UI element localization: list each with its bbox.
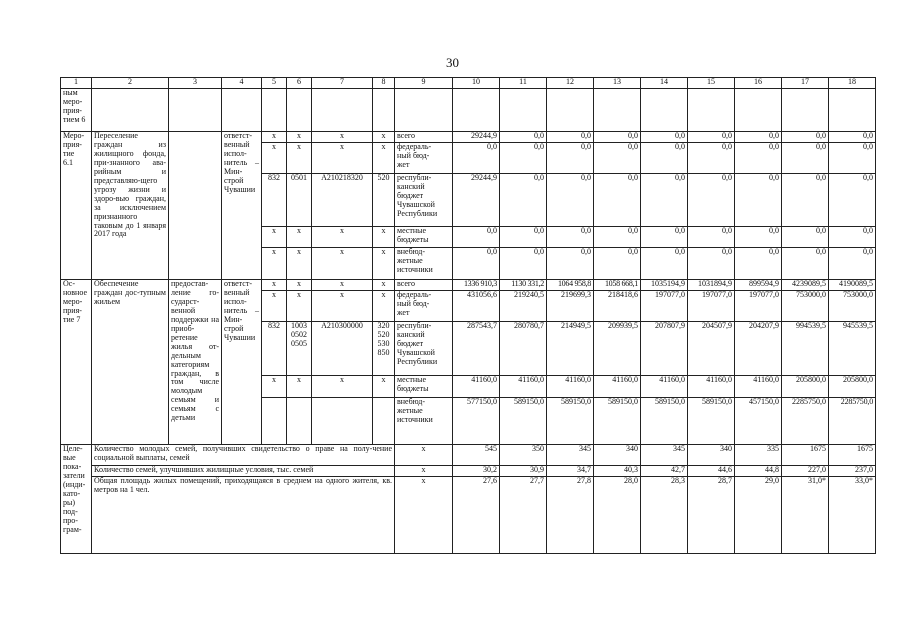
indicator-row <box>61 477 876 554</box>
funding-source: внебюд- жетные источники <box>395 398 453 445</box>
value-cell: 41160,0 <box>594 376 641 398</box>
value-cell: 280780,7 <box>500 322 547 376</box>
value-cell: 340 <box>688 445 735 466</box>
col-number: 16 <box>735 78 782 89</box>
value-cell: 457150,0 <box>735 398 782 445</box>
grbs-code <box>262 398 287 445</box>
expense-type: x <box>373 248 395 280</box>
value-cell: 1064 958,8 <box>547 280 594 291</box>
col-number: 5 <box>262 78 287 89</box>
value-cell: 41160,0 <box>547 376 594 398</box>
value-cell: 0,0 <box>735 248 782 280</box>
activity-name: Переселение граждан из жилищного фонда, при-знанного ава-рийным и представляю-щего угрозу жизни и здоро-вью граждан, за исключением признанного таковым до 1 января 2017 года <box>92 132 169 280</box>
value-cell: 42,7 <box>641 466 688 477</box>
value-cell: 287543,7 <box>453 322 500 376</box>
col-number: 13 <box>594 78 641 89</box>
value-cell: 205800,0 <box>782 376 829 398</box>
funding-source: x <box>395 466 453 477</box>
value-cell: 0,0 <box>500 248 547 280</box>
value-cell: 0,0 <box>641 143 688 174</box>
value-cell: 197077,0 <box>641 291 688 322</box>
activity-goal <box>169 132 222 280</box>
grbs-code: 832 <box>262 322 287 376</box>
value-cell: 0,0 <box>829 132 876 143</box>
funding-source: всего <box>395 132 453 143</box>
value-cell: 0,0 <box>688 132 735 143</box>
value-cell: 237,0 <box>829 466 876 477</box>
value-cell: 0,0 <box>594 132 641 143</box>
section-code: x <box>287 280 312 291</box>
value-cell: 27,8 <box>547 477 594 554</box>
value-cell: 345 <box>547 445 594 466</box>
funding-source: x <box>395 445 453 466</box>
indicators-label: Целе- вые пока- затели (инди- като- ры) под- про- грам- <box>61 445 92 554</box>
value-cell: 0,0 <box>735 174 782 227</box>
value-cell: 945539,5 <box>829 322 876 376</box>
expense-type: x <box>373 376 395 398</box>
indicator-name: Количество молодых семей, получивших свидетельство о праве на полу-чение социальной выплаты, семей <box>92 445 395 466</box>
expense-type: x <box>373 132 395 143</box>
value-cell: 0,0 <box>782 174 829 227</box>
value-cell: 41160,0 <box>500 376 547 398</box>
target-article: x <box>312 376 373 398</box>
value-cell: 340 <box>594 445 641 466</box>
value-cell: 41160,0 <box>641 376 688 398</box>
value-cell: 431056,6 <box>453 291 500 322</box>
section-code: x <box>287 143 312 174</box>
value-cell: 0,0 <box>688 143 735 174</box>
value-cell: 27,7 <box>500 477 547 554</box>
value-cell: 33,0* <box>829 477 876 554</box>
col-number: 11 <box>500 78 547 89</box>
value-cell: 0,0 <box>782 132 829 143</box>
grbs-code: x <box>262 248 287 280</box>
activity-name: Обеспечение граждан дос-тупным жильем <box>92 280 169 445</box>
value-cell: 0,0 <box>829 143 876 174</box>
value-cell: 589150,0 <box>688 398 735 445</box>
value-cell: 753000,0 <box>829 291 876 322</box>
section-code: x <box>287 248 312 280</box>
col-number: 9 <box>395 78 453 89</box>
funding-source: внебюд- жетные источники <box>395 248 453 280</box>
value-cell: 2285750,0 <box>782 398 829 445</box>
value-cell: 0,0 <box>782 143 829 174</box>
value-cell: 0,0 <box>688 174 735 227</box>
expense-type <box>373 398 395 445</box>
value-cell: 1035194,9 <box>641 280 688 291</box>
responsible-executor: ответст-венный испол-нитель – Мин-строй Чувашии <box>222 132 262 280</box>
target-article: x <box>312 143 373 174</box>
value-cell: 0,0 <box>594 174 641 227</box>
value-cell: 41160,0 <box>735 376 782 398</box>
value-cell: 197077,0 <box>735 291 782 322</box>
value-cell: 34,7 <box>547 466 594 477</box>
value-cell: 27,6 <box>453 477 500 554</box>
indicator-row <box>61 466 876 477</box>
value-cell: 0,0 <box>641 248 688 280</box>
value-cell: 44,6 <box>688 466 735 477</box>
value-cell: 1058 668,1 <box>594 280 641 291</box>
value-cell: 0,0 <box>641 227 688 248</box>
col-number: 4 <box>222 78 262 89</box>
value-cell: 0,0 <box>500 132 547 143</box>
value-cell: 0,0 <box>641 174 688 227</box>
value-cell: 0,0 <box>829 227 876 248</box>
value-cell: 218418,6 <box>594 291 641 322</box>
value-cell: 40,3 <box>594 466 641 477</box>
section-code: x <box>287 227 312 248</box>
value-cell: 1130 331,2 <box>500 280 547 291</box>
value-cell: 589150,0 <box>641 398 688 445</box>
value-cell: 209939,5 <box>594 322 641 376</box>
value-cell: 0,0 <box>688 248 735 280</box>
value-cell: 28,0 <box>594 477 641 554</box>
col-number: 12 <box>547 78 594 89</box>
target-article: x <box>312 248 373 280</box>
value-cell: 545 <box>453 445 500 466</box>
value-cell: 0,0 <box>641 132 688 143</box>
value-cell: 899594,9 <box>735 280 782 291</box>
grbs-code: 832 <box>262 174 287 227</box>
value-cell: 753000,0 <box>782 291 829 322</box>
col-number: 8 <box>373 78 395 89</box>
table-row <box>61 132 876 143</box>
value-cell: 29244,9 <box>453 174 500 227</box>
value-cell: 0,0 <box>500 143 547 174</box>
value-cell: 0,0 <box>735 143 782 174</box>
value-cell: 28,3 <box>641 477 688 554</box>
value-cell: 0,0 <box>688 227 735 248</box>
activity-goal: предостав-ление го-сударст-венной поддержки на приоб-ретение жилья от-дельным категориям граждан, в том числе молодым семьям и семьям с детьми <box>169 280 222 445</box>
value-cell: 350 <box>500 445 547 466</box>
value-cell: 994539,5 <box>782 322 829 376</box>
value-cell: 219699,3 <box>547 291 594 322</box>
grbs-code: x <box>262 227 287 248</box>
value-cell: 589150,0 <box>500 398 547 445</box>
value-cell: 29,0 <box>735 477 782 554</box>
value-cell: 0,0 <box>453 143 500 174</box>
value-cell: 0,0 <box>500 227 547 248</box>
section-code: x <box>287 132 312 143</box>
indicator-row <box>61 445 876 466</box>
value-cell: 41160,0 <box>688 376 735 398</box>
value-cell: 4190089,5 <box>829 280 876 291</box>
target-article: x <box>312 280 373 291</box>
funding-source: x <box>395 477 453 554</box>
col-number: 10 <box>453 78 500 89</box>
value-cell: 345 <box>641 445 688 466</box>
indicator-name: Количество семей, улучшивших жилищные условия, тыс. семей <box>92 466 395 477</box>
expense-type: 320 520 530 850 <box>373 322 395 376</box>
value-cell: 219240,5 <box>500 291 547 322</box>
grbs-code: x <box>262 291 287 322</box>
target-article: A210218320 <box>312 174 373 227</box>
value-cell: 44,8 <box>735 466 782 477</box>
section-code: x <box>287 291 312 322</box>
grbs-code: x <box>262 143 287 174</box>
value-cell: 0,0 <box>735 227 782 248</box>
value-cell: 1675 <box>829 445 876 466</box>
value-cell: 4239089,5 <box>782 280 829 291</box>
funding-source: республи- канский бюджет Чувашской Республики <box>395 174 453 227</box>
grbs-code: x <box>262 280 287 291</box>
target-article: x <box>312 132 373 143</box>
col-number: 3 <box>169 78 222 89</box>
value-cell: 29244,9 <box>453 132 500 143</box>
expense-type: x <box>373 280 395 291</box>
value-cell: 0,0 <box>594 227 641 248</box>
value-cell: 589150,0 <box>547 398 594 445</box>
value-cell: 0,0 <box>453 227 500 248</box>
value-cell: 30,2 <box>453 466 500 477</box>
value-cell: 28,7 <box>688 477 735 554</box>
value-cell: 30,9 <box>500 466 547 477</box>
value-cell: 0,0 <box>829 248 876 280</box>
program-table <box>60 77 876 554</box>
value-cell: 0,0 <box>735 132 782 143</box>
value-cell: 31,0* <box>782 477 829 554</box>
funding-source: федераль- ный бюд- жет <box>395 291 453 322</box>
responsible-executor: ответст-венный испол-нитель – Мин-строй Чувашии <box>222 280 262 445</box>
value-cell: 1031894,9 <box>688 280 735 291</box>
value-cell: 0,0 <box>594 143 641 174</box>
expense-type: x <box>373 143 395 174</box>
value-cell: 0,0 <box>782 248 829 280</box>
col-number: 1 <box>61 78 92 89</box>
expense-type: 520 <box>373 174 395 227</box>
value-cell: 1336 910,3 <box>453 280 500 291</box>
value-cell: 335 <box>735 445 782 466</box>
value-cell: 577150,0 <box>453 398 500 445</box>
section-code: 1003 0502 0505 <box>287 322 312 376</box>
value-cell: 227,0 <box>782 466 829 477</box>
value-cell: 204507,9 <box>688 322 735 376</box>
expense-type: x <box>373 227 395 248</box>
value-cell: 207807,9 <box>641 322 688 376</box>
funding-source: республи- канский бюджет Чувашской Республики <box>395 322 453 376</box>
col-number: 15 <box>688 78 735 89</box>
value-cell: 0,0 <box>594 248 641 280</box>
grbs-code: x <box>262 376 287 398</box>
target-article: x <box>312 227 373 248</box>
funding-source: федераль- ный бюд- жет <box>395 143 453 174</box>
value-cell: 0,0 <box>782 227 829 248</box>
funding-source: местные бюджеты <box>395 376 453 398</box>
value-cell: 1675 <box>782 445 829 466</box>
column-number-row <box>61 78 876 89</box>
target-article <box>312 398 373 445</box>
col-number: 6 <box>287 78 312 89</box>
value-cell: 0,0 <box>547 174 594 227</box>
col-number: 7 <box>312 78 373 89</box>
value-cell: 197077,0 <box>688 291 735 322</box>
value-cell: 214949,5 <box>547 322 594 376</box>
col-number: 14 <box>641 78 688 89</box>
activity-label: ным меро- прия- тием 6 <box>61 89 92 132</box>
col-number: 2 <box>92 78 169 89</box>
value-cell: 2285750,0 <box>829 398 876 445</box>
value-cell: 0,0 <box>500 174 547 227</box>
value-cell: 0,0 <box>829 174 876 227</box>
value-cell: 0,0 <box>547 143 594 174</box>
value-cell: 0,0 <box>547 132 594 143</box>
table-row <box>61 280 876 291</box>
section-code: 0501 <box>287 174 312 227</box>
value-cell: 205800,0 <box>829 376 876 398</box>
funding-source: всего <box>395 280 453 291</box>
value-cell: 0,0 <box>453 248 500 280</box>
page-number: 30 <box>446 55 459 70</box>
target-article: A210300000 <box>312 322 373 376</box>
section-code <box>287 398 312 445</box>
value-cell: 0,0 <box>547 248 594 280</box>
value-cell: 41160,0 <box>453 376 500 398</box>
target-article: x <box>312 291 373 322</box>
activity-label: Ос- новное меро- прия- тие 7 <box>61 280 92 445</box>
funding-source: местные бюджеты <box>395 227 453 248</box>
continuation-row <box>61 89 876 132</box>
expense-type: x <box>373 291 395 322</box>
indicator-name: Общая площадь жилых помещений, приходящаяся в среднем на одного жителя, кв. метров на 1 чел. <box>92 477 395 554</box>
value-cell: 589150,0 <box>594 398 641 445</box>
col-number: 17 <box>782 78 829 89</box>
col-number: 18 <box>829 78 876 89</box>
section-code: x <box>287 376 312 398</box>
grbs-code: x <box>262 132 287 143</box>
activity-label: Меро- прия- тие 6.1 <box>61 132 92 280</box>
value-cell: 204207,9 <box>735 322 782 376</box>
value-cell: 0,0 <box>547 227 594 248</box>
